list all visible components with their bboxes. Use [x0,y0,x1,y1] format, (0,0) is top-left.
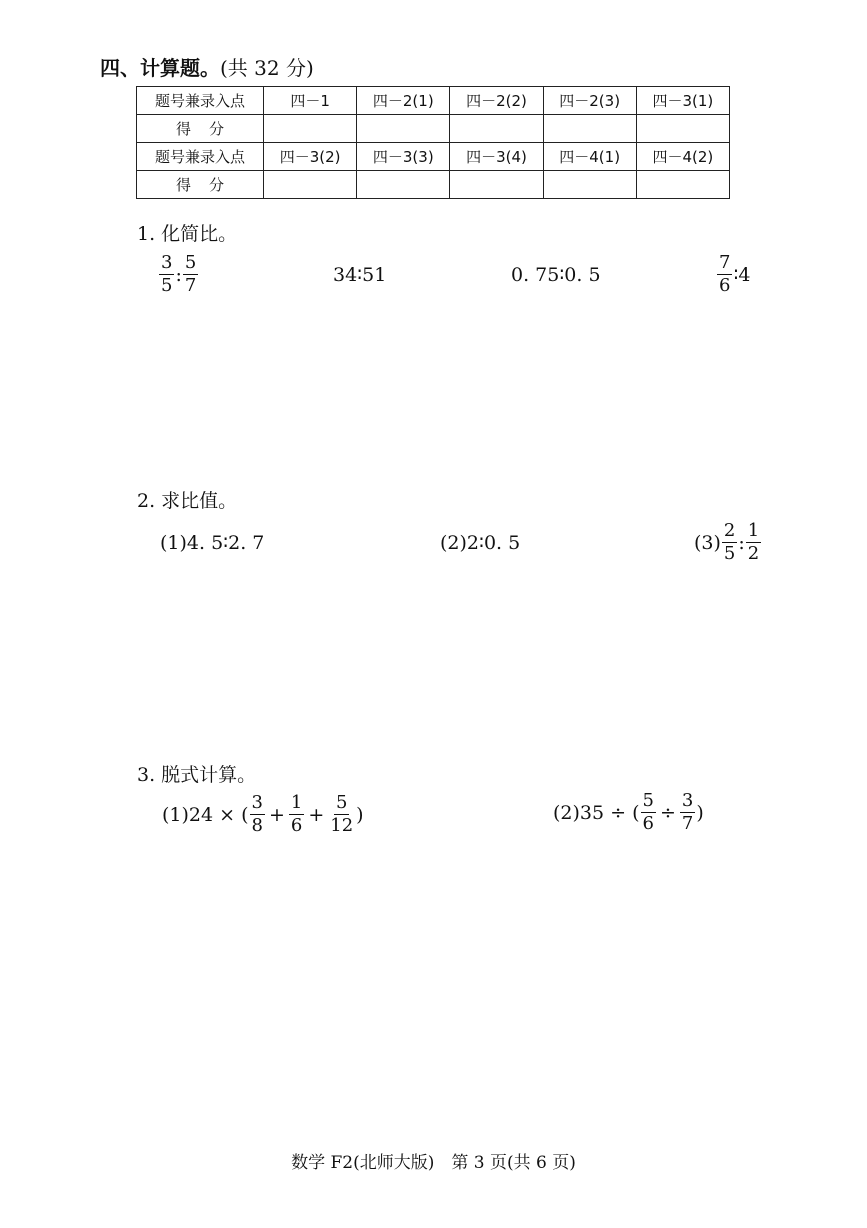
numerator: 5 [184,252,197,273]
question-id-cell: 四－3(4) [450,143,543,171]
fraction [328,794,355,835]
score-cell[interactable] [636,171,729,199]
question-id-cell: 四－3(3) [357,143,450,171]
q1-item-b: 34∶51 [333,264,387,286]
q1-item-a [158,254,199,295]
score-table [136,86,730,199]
denominator: 6 [290,815,303,836]
operator: + [268,803,285,826]
denominator: 8 [251,815,263,836]
numerator: 3 [251,792,263,813]
score-row-scores-1 [137,115,730,143]
score-cell[interactable] [543,171,636,199]
q2-item-1: (1)4. 5∶2. 7 [160,532,265,554]
question-2-heading: 2. 求比值。 [137,490,238,512]
fraction [722,522,737,563]
ratio-sign: : [175,263,182,286]
score-row-question-ids-2 [137,143,730,171]
operator: ÷ [659,801,676,824]
score-cell[interactable] [264,171,357,199]
row-label: 得分 [137,171,264,199]
fraction [717,254,732,295]
denominator: 6 [719,275,731,296]
numerator: 5 [335,792,348,813]
question-id-cell: 四－2(3) [543,87,636,115]
denominator: 12 [330,815,354,836]
denominator: 5 [161,275,173,296]
score-cell[interactable] [450,171,543,199]
close-paren: ) [356,803,364,826]
question-id-cell: 四－1 [264,87,357,115]
numerator: 3 [681,790,694,811]
page-footer: 数学 F2(北师大版) 第 3 页(共 6 页) [291,1153,576,1173]
question-id-cell: 四－3(2) [264,143,357,171]
item-prefix: (1)24 × ( [162,803,249,826]
q1-item-c: 0. 75∶0. 5 [511,264,601,286]
score-cell[interactable] [543,115,636,143]
numerator: 1 [290,792,303,813]
item-prefix: (2)35 ÷ ( [553,801,640,824]
fraction [250,794,265,835]
score-row-question-ids-1 [137,87,730,115]
score-cell[interactable] [264,115,357,143]
close-paren: ) [696,801,704,824]
fraction [680,792,695,833]
numerator: 3 [161,252,173,273]
question-id-cell: 四－2(2) [450,87,543,115]
operator: + [308,803,325,826]
question-id-cell: 四－4(1) [543,143,636,171]
q3-item-2 [553,792,704,833]
q2-item-2: (2)2∶0. 5 [440,532,521,554]
question-1-heading: 1. 化简比。 [137,223,238,245]
question-3-heading: 3. 脱式计算。 [137,764,257,786]
question-id-cell: 四－3(1) [636,87,729,115]
fraction [641,792,656,833]
numerator: 7 [719,252,731,273]
numerator: 1 [747,520,760,541]
score-cell[interactable] [357,115,450,143]
row-label: 题号兼录入点 [137,87,264,115]
denominator: 6 [642,813,654,834]
numerator: 2 [723,520,736,541]
q1-item-d [716,254,751,295]
item-prefix: (3) [694,531,721,554]
row-label: 得分 [137,115,264,143]
score-row-scores-2 [137,171,730,199]
section-points: (共 32 分) [220,56,314,80]
fraction [746,522,761,563]
score-cell[interactable] [450,115,543,143]
ratio-rest: ∶4 [733,263,751,286]
numerator: 5 [642,790,654,811]
q3-item-1 [162,794,364,835]
section-title-text: 四、计算题。 [100,56,220,80]
row-label: 题号兼录入点 [137,143,264,171]
denominator: 2 [747,543,760,564]
question-id-cell: 四－2(1) [357,87,450,115]
score-cell[interactable] [357,171,450,199]
ratio-sign: : [738,531,745,554]
score-cell[interactable] [636,115,729,143]
fraction [289,794,304,835]
fraction [183,254,198,295]
section-title [100,52,314,81]
question-id-cell: 四－4(2) [636,143,729,171]
q2-item-3 [694,522,762,563]
denominator: 5 [723,543,736,564]
denominator: 7 [184,275,197,296]
denominator: 7 [681,813,694,834]
fraction [159,254,174,295]
